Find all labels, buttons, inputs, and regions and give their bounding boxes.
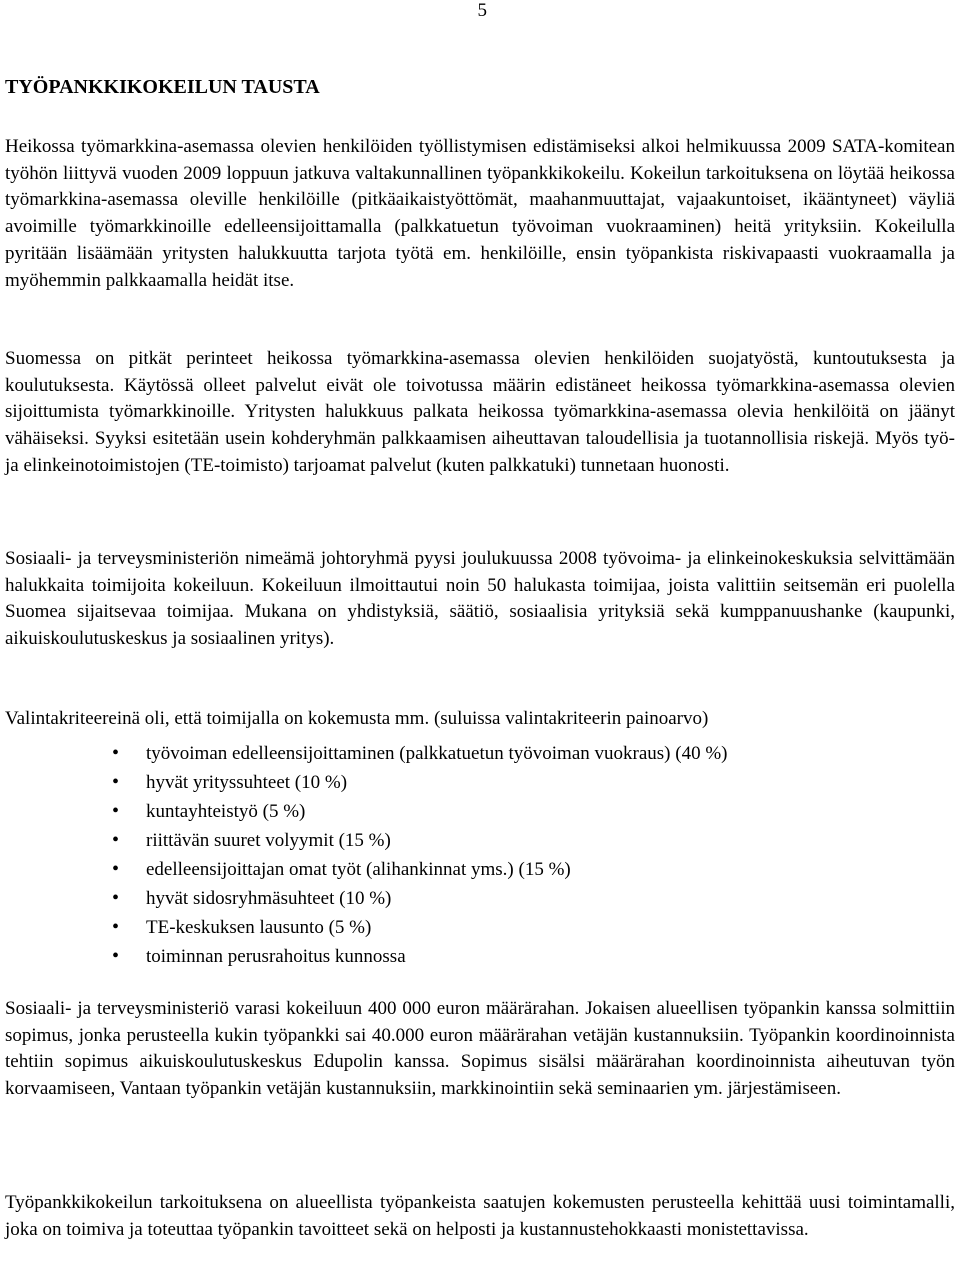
paragraph-steering-group: Sosiaali- ja terveysministeriön nimeämä johtoryhmä pyysi joulukuussa 2008 työvoima- ja elinkeinokeskuksia selvittämään halukkaita toimijoita kokeiluun. Kokeiluun ilmoittautui noin 50 halukasta toimijaa, joista valittiin seitsemän eri puolella Suomea sijaitsevaa toimijaa. Mukana on yhdistyksiä, säätiö, sosiaalisia yrityksiä sekä kumppanuushanke (kaupunki, aikuiskoulutuskeskus ja sosiaalinen yritys). <box>5 548 955 650</box>
paragraph-funding: Sosiaali- ja terveysministeriö varasi kokeiluun 400 000 euron määrärahan. Jokaisen alueellisen työpankin kanssa solmittiin sopimus, jonka perusteella kukin työpankki sai 40.000 euron määrärahan vetäjän kustannuksiin. Työpankin koordinoinnista tehtiin sopimus aikuiskoulutuskeskus Edupolin kanssa. Sopimus sisälsi määrärahan koordinoinnista aiheutuvan työn korvaamiseen, Vantaan työpankin vetäjän kustannuksiin, markkinointiin sekä seminaarien ym. järjestämiseen. <box>5 998 955 1100</box>
criteria-item-text: edelleensijoittajan omat työt (alihankinnat yms.) (15 %) <box>146 859 571 880</box>
criteria-list <box>0 739 727 971</box>
criteria-item <box>0 884 727 913</box>
bullet-icon: • <box>112 829 120 851</box>
criteria-item <box>0 855 727 884</box>
paragraph-criteria-intro: Valintakriteereinä oli, että toimijalla on kokemusta mm. (suluissa valintakriteerin painoarvo) <box>5 708 709 729</box>
bullet-icon: • <box>112 742 120 764</box>
bullet-icon: • <box>112 916 120 938</box>
criteria-item <box>0 768 727 797</box>
criteria-item-text: työvoiman edelleensijoittaminen (palkkatuetun työvoiman vuokraus) (40 %) <box>146 743 728 764</box>
bullet-icon: • <box>112 771 120 793</box>
criteria-item-text: hyvät yrityssuhteet (10 %) <box>146 772 348 793</box>
criteria-item <box>0 739 727 768</box>
bullet-icon: • <box>112 858 120 880</box>
criteria-item-text: riittävän suuret volyymit (15 %) <box>146 830 391 851</box>
criteria-item-text: toiminnan perusrahoitus kunnossa <box>146 946 406 967</box>
criteria-item-text: hyvät sidosryhmäsuhteet (10 %) <box>146 888 392 909</box>
section-title: TYÖPANKKIKOKEILUN TAUSTA <box>5 76 320 98</box>
bullet-icon: • <box>112 945 120 967</box>
criteria-item <box>0 942 727 971</box>
criteria-item <box>0 826 727 855</box>
criteria-item <box>0 797 727 826</box>
paragraph-tradition: Suomessa on pitkät perinteet heikossa työmarkkina-asemassa olevien henkilöiden suojatyöstä, kuntoutuksesta ja koulutuksesta. Käytössä olleet palvelut eivät ole toivotussa määrin edistäneet heikossa työmarkkina-asemassa olevien sijoittumista työmarkkinoille. Yritysten halukkuus palkata heikossa työmarkkina-asemassa olevia henkilöitä on jäänyt vähäiseksi. Syyksi esitetään usein kohderyhmän palkkaamisen aiheuttavan taloudellisia ja tuotannollisia riskejä. Myös työ- ja elinkeinotoimistojen (TE-toimisto) tarjoamat palvelut (kuten palkkatuki) tunnetaan huonosti. <box>5 348 955 476</box>
paragraph-background: Heikossa työmarkkina-asemassa olevien henkilöiden työllistymisen edistämiseksi alkoi helmikuussa 2009 SATA-komitean työhön liittyvä vuoden 2009 loppuun jatkuva valtakunnallinen työpankkikokeilu. Kokeilun tarkoituksena on löytää heikossa työmarkkina-asemassa oleville henkilöille (pitkäaikaistyöttömät, maahanmuuttajat, vajaakuntoiset, ikääntyneet) väyliä avoimille työmarkkinoille edelleensijoittamalla (palkkatuetun työvoiman vuokraaminen) heitä yrityksiin. Kokeilulla pyritään lisäämään yritysten halukkuutta tarjota työtä em. henkilöille, ensin työpankista riskivapaasti vuokraamalla ja myöhemmin palkkaamalla heidät itse. <box>5 136 955 291</box>
paragraph-purpose: Työpankkikokeilun tarkoituksena on alueellista työpankeista saatujen kokemusten perusteella kehittää uusi toimintamalli, joka on toimiva ja toteuttaa työpankin tavoitteet sekä on helposti ja kustannustehokkaasti monistettavissa. <box>5 1192 955 1240</box>
criteria-item <box>0 913 727 942</box>
bullet-icon: • <box>112 887 120 909</box>
bullet-icon: • <box>112 800 120 822</box>
page-number: 5 <box>477 0 487 21</box>
criteria-item-text: TE-keskuksen lausunto (5 %) <box>146 917 372 938</box>
criteria-item-text: kuntayhteistyö (5 %) <box>146 801 306 822</box>
